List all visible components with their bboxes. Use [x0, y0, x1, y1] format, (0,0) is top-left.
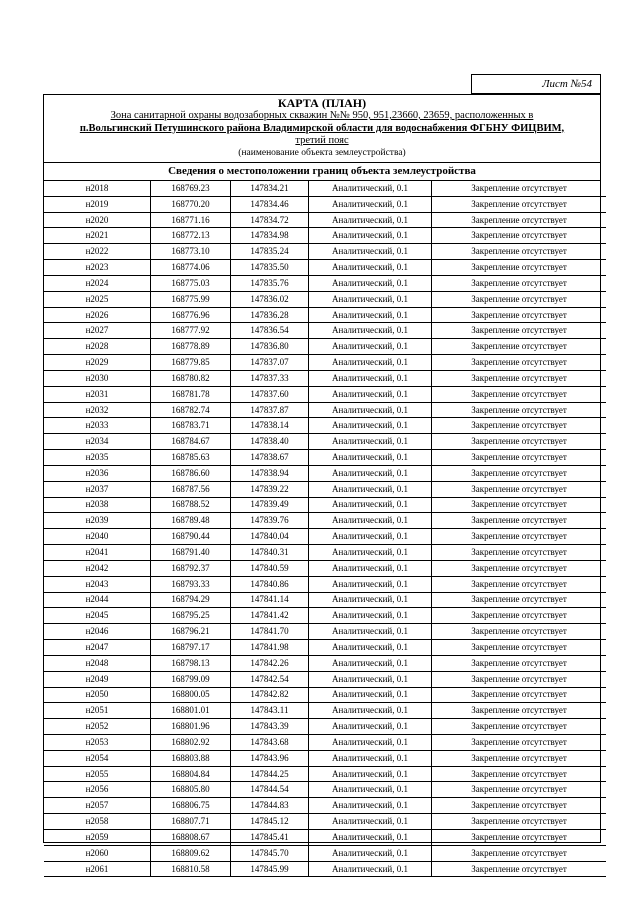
fixation-cell: Закрепление отсутствует: [432, 386, 607, 402]
method-cell: Аналитический, 0.1: [309, 703, 432, 719]
point-id-cell: н2025: [44, 291, 151, 307]
method-cell: Аналитический, 0.1: [309, 513, 432, 529]
method-cell: Аналитический, 0.1: [309, 545, 432, 561]
x-coordinate-cell: 168769.23: [151, 181, 231, 196]
method-cell: Аналитический, 0.1: [309, 766, 432, 782]
table-row: [44, 228, 606, 244]
x-coordinate-cell: 168784.67: [151, 434, 231, 450]
y-coordinate-cell: 147843.68: [231, 734, 309, 750]
table-row: [44, 355, 606, 371]
fixation-cell: Закрепление отсутствует: [432, 529, 607, 545]
point-id-cell: н2033: [44, 418, 151, 434]
table-row: [44, 386, 606, 402]
method-cell: Аналитический, 0.1: [309, 576, 432, 592]
method-cell: Аналитический, 0.1: [309, 402, 432, 418]
x-coordinate-cell: 168777.92: [151, 323, 231, 339]
fixation-cell: Закрепление отсутствует: [432, 260, 607, 276]
x-coordinate-cell: 168780.82: [151, 370, 231, 386]
point-id-cell: н2039: [44, 513, 151, 529]
point-id-cell: н2045: [44, 608, 151, 624]
fixation-cell: Закрепление отсутствует: [432, 592, 607, 608]
y-coordinate-cell: 147841.14: [231, 592, 309, 608]
y-coordinate-cell: 147838.67: [231, 450, 309, 466]
y-coordinate-cell: 147843.39: [231, 719, 309, 735]
x-coordinate-cell: 168805.80: [151, 782, 231, 798]
method-cell: Аналитический, 0.1: [309, 655, 432, 671]
x-coordinate-cell: 168772.13: [151, 228, 231, 244]
fixation-cell: Закрепление отсутствует: [432, 750, 607, 766]
table-row: [44, 782, 606, 798]
sheet-number: Лист №54: [471, 74, 601, 94]
point-id-cell: н2037: [44, 481, 151, 497]
method-cell: Аналитический, 0.1: [309, 212, 432, 228]
y-coordinate-cell: 147842.26: [231, 655, 309, 671]
x-coordinate-cell: 168803.88: [151, 750, 231, 766]
method-cell: Аналитический, 0.1: [309, 291, 432, 307]
method-cell: Аналитический, 0.1: [309, 829, 432, 845]
method-cell: Аналитический, 0.1: [309, 418, 432, 434]
method-cell: Аналитический, 0.1: [309, 608, 432, 624]
fixation-cell: Закрепление отсутствует: [432, 244, 607, 260]
method-cell: Аналитический, 0.1: [309, 228, 432, 244]
fixation-cell: Закрепление отсутствует: [432, 434, 607, 450]
method-cell: Аналитический, 0.1: [309, 465, 432, 481]
point-id-cell: н2057: [44, 798, 151, 814]
method-cell: Аналитический, 0.1: [309, 640, 432, 656]
fixation-cell: Закрепление отсутствует: [432, 782, 607, 798]
table-row: [44, 703, 606, 719]
y-coordinate-cell: 147836.80: [231, 339, 309, 355]
fixation-cell: Закрепление отсутствует: [432, 798, 607, 814]
table-row: [44, 291, 606, 307]
x-coordinate-cell: 168776.96: [151, 307, 231, 323]
y-coordinate-cell: 147841.98: [231, 640, 309, 656]
fixation-cell: Закрепление отсутствует: [432, 513, 607, 529]
fixation-cell: Закрепление отсутствует: [432, 655, 607, 671]
table-row: [44, 465, 606, 481]
fixation-cell: Закрепление отсутствует: [432, 307, 607, 323]
y-coordinate-cell: 147841.70: [231, 624, 309, 640]
table-row: [44, 275, 606, 291]
point-id-cell: н2059: [44, 829, 151, 845]
x-coordinate-cell: 168786.60: [151, 465, 231, 481]
fixation-cell: Закрепление отсутствует: [432, 339, 607, 355]
x-coordinate-cell: 168778.89: [151, 339, 231, 355]
table-row: [44, 402, 606, 418]
y-coordinate-cell: 147840.04: [231, 529, 309, 545]
method-cell: Аналитический, 0.1: [309, 592, 432, 608]
object-name-caption: (наименование объекта землеустройства): [238, 147, 406, 158]
y-coordinate-cell: 147834.46: [231, 196, 309, 212]
point-id-cell: н2028: [44, 339, 151, 355]
method-cell: Аналитический, 0.1: [309, 750, 432, 766]
fixation-cell: Закрепление отсутствует: [432, 370, 607, 386]
fixation-cell: Закрепление отсутствует: [432, 671, 607, 687]
point-id-cell: н2060: [44, 845, 151, 861]
fixation-cell: Закрепление отсутствует: [432, 640, 607, 656]
y-coordinate-cell: 147839.76: [231, 513, 309, 529]
x-coordinate-cell: 168793.33: [151, 576, 231, 592]
method-cell: Аналитический, 0.1: [309, 355, 432, 371]
fixation-cell: Закрепление отсутствует: [432, 814, 607, 830]
table-row: [44, 671, 606, 687]
y-coordinate-cell: 147842.54: [231, 671, 309, 687]
y-coordinate-cell: 147837.60: [231, 386, 309, 402]
point-id-cell: н2032: [44, 402, 151, 418]
table-row: [44, 798, 606, 814]
fixation-cell: Закрепление отсутствует: [432, 576, 607, 592]
point-id-cell: н2054: [44, 750, 151, 766]
y-coordinate-cell: 147844.25: [231, 766, 309, 782]
method-cell: Аналитический, 0.1: [309, 719, 432, 735]
y-coordinate-cell: 147840.86: [231, 576, 309, 592]
point-id-cell: н2020: [44, 212, 151, 228]
point-id-cell: н2048: [44, 655, 151, 671]
x-coordinate-cell: 168781.78: [151, 386, 231, 402]
fixation-cell: Закрепление отсутствует: [432, 323, 607, 339]
fixation-cell: Закрепление отсутствует: [432, 355, 607, 371]
x-coordinate-cell: 168792.37: [151, 560, 231, 576]
point-id-cell: н2040: [44, 529, 151, 545]
x-coordinate-cell: 168810.58: [151, 861, 231, 877]
x-coordinate-cell: 168796.21: [151, 624, 231, 640]
y-coordinate-cell: 147845.41: [231, 829, 309, 845]
method-cell: Аналитический, 0.1: [309, 481, 432, 497]
fixation-cell: Закрепление отсутствует: [432, 196, 607, 212]
x-coordinate-cell: 168771.16: [151, 212, 231, 228]
y-coordinate-cell: 147839.49: [231, 497, 309, 513]
point-id-cell: н2031: [44, 386, 151, 402]
point-id-cell: н2018: [44, 181, 151, 196]
table-row: [44, 212, 606, 228]
table-row: [44, 861, 606, 877]
fixation-cell: Закрепление отсутствует: [432, 608, 607, 624]
fixation-cell: Закрепление отсутствует: [432, 402, 607, 418]
table-row: [44, 766, 606, 782]
y-coordinate-cell: 147835.50: [231, 260, 309, 276]
x-coordinate-cell: 168801.96: [151, 719, 231, 735]
point-id-cell: н2035: [44, 450, 151, 466]
point-id-cell: н2049: [44, 671, 151, 687]
table-row: [44, 529, 606, 545]
fixation-cell: Закрепление отсутствует: [432, 703, 607, 719]
point-id-cell: н2050: [44, 687, 151, 703]
y-coordinate-cell: 147841.42: [231, 608, 309, 624]
y-coordinate-cell: 147839.22: [231, 481, 309, 497]
point-id-cell: н2043: [44, 576, 151, 592]
point-id-cell: н2024: [44, 275, 151, 291]
table-row: [44, 260, 606, 276]
x-coordinate-cell: 168794.29: [151, 592, 231, 608]
x-coordinate-cell: 168809.62: [151, 845, 231, 861]
method-cell: Аналитический, 0.1: [309, 798, 432, 814]
fixation-cell: Закрепление отсутствует: [432, 181, 607, 196]
point-id-cell: н2038: [44, 497, 151, 513]
y-coordinate-cell: 147838.40: [231, 434, 309, 450]
point-id-cell: н2061: [44, 861, 151, 877]
fixation-cell: Закрепление отсутствует: [432, 481, 607, 497]
y-coordinate-cell: 147845.70: [231, 845, 309, 861]
x-coordinate-cell: 168804.84: [151, 766, 231, 782]
y-coordinate-cell: 147843.11: [231, 703, 309, 719]
x-coordinate-cell: 168773.10: [151, 244, 231, 260]
table-row: [44, 196, 606, 212]
table-row: [44, 481, 606, 497]
method-cell: Аналитический, 0.1: [309, 560, 432, 576]
y-coordinate-cell: 147834.21: [231, 181, 309, 196]
table-row: [44, 655, 606, 671]
method-cell: Аналитический, 0.1: [309, 370, 432, 386]
table-row: [44, 323, 606, 339]
fixation-cell: Закрепление отсутствует: [432, 212, 607, 228]
point-id-cell: н2042: [44, 560, 151, 576]
method-cell: Аналитический, 0.1: [309, 339, 432, 355]
boundary-points-table: [44, 181, 606, 877]
point-id-cell: н2034: [44, 434, 151, 450]
method-cell: Аналитический, 0.1: [309, 782, 432, 798]
fixation-cell: Закрепление отсутствует: [432, 734, 607, 750]
method-cell: Аналитический, 0.1: [309, 181, 432, 196]
point-id-cell: н2022: [44, 244, 151, 260]
x-coordinate-cell: 168795.25: [151, 608, 231, 624]
x-coordinate-cell: 168798.13: [151, 655, 231, 671]
document-title: КАРТА (ПЛАН): [277, 96, 367, 110]
fixation-cell: Закрепление отсутствует: [432, 861, 607, 877]
object-name-line-2: п.Вольгинский Петушинского района Владимирской области для водоснабжения ФГБНУ ФИЦВИМ,: [79, 122, 565, 134]
fixation-cell: Закрепление отсутствует: [432, 497, 607, 513]
x-coordinate-cell: 168787.56: [151, 481, 231, 497]
fixation-cell: Закрепление отсутствует: [432, 275, 607, 291]
method-cell: Аналитический, 0.1: [309, 687, 432, 703]
y-coordinate-cell: 147845.12: [231, 814, 309, 830]
y-coordinate-cell: 147836.28: [231, 307, 309, 323]
x-coordinate-cell: 168788.52: [151, 497, 231, 513]
fixation-cell: Закрепление отсутствует: [432, 228, 607, 244]
x-coordinate-cell: 168807.71: [151, 814, 231, 830]
section-title: Сведения о местоположении границ объекта землеустройства: [44, 163, 600, 181]
table-row: [44, 640, 606, 656]
table-row: [44, 750, 606, 766]
table-row: [44, 719, 606, 735]
y-coordinate-cell: 147844.83: [231, 798, 309, 814]
document-header: [44, 95, 600, 163]
method-cell: Аналитический, 0.1: [309, 260, 432, 276]
y-coordinate-cell: 147834.98: [231, 228, 309, 244]
method-cell: Аналитический, 0.1: [309, 386, 432, 402]
point-id-cell: н2058: [44, 814, 151, 830]
y-coordinate-cell: 147837.87: [231, 402, 309, 418]
y-coordinate-cell: 147835.24: [231, 244, 309, 260]
method-cell: Аналитический, 0.1: [309, 434, 432, 450]
x-coordinate-cell: 168800.05: [151, 687, 231, 703]
x-coordinate-cell: 168799.09: [151, 671, 231, 687]
x-coordinate-cell: 168775.03: [151, 275, 231, 291]
method-cell: Аналитический, 0.1: [309, 734, 432, 750]
table-row: [44, 592, 606, 608]
fixation-cell: Закрепление отсутствует: [432, 560, 607, 576]
method-cell: Аналитический, 0.1: [309, 861, 432, 877]
point-id-cell: н2026: [44, 307, 151, 323]
fixation-cell: Закрепление отсутствует: [432, 624, 607, 640]
x-coordinate-cell: 168808.67: [151, 829, 231, 845]
point-id-cell: н2041: [44, 545, 151, 561]
x-coordinate-cell: 168779.85: [151, 355, 231, 371]
table-row: [44, 624, 606, 640]
fixation-cell: Закрепление отсутствует: [432, 291, 607, 307]
table-row: [44, 814, 606, 830]
method-cell: Аналитический, 0.1: [309, 196, 432, 212]
x-coordinate-cell: 168797.17: [151, 640, 231, 656]
method-cell: Аналитический, 0.1: [309, 275, 432, 291]
y-coordinate-cell: 147837.07: [231, 355, 309, 371]
x-coordinate-cell: 168785.63: [151, 450, 231, 466]
x-coordinate-cell: 168790.44: [151, 529, 231, 545]
y-coordinate-cell: 147842.82: [231, 687, 309, 703]
table-row: [44, 244, 606, 260]
table-row: [44, 576, 606, 592]
fixation-cell: Закрепление отсутствует: [432, 687, 607, 703]
table-row: [44, 734, 606, 750]
method-cell: Аналитический, 0.1: [309, 307, 432, 323]
fixation-cell: Закрепление отсутствует: [432, 545, 607, 561]
point-id-cell: н2047: [44, 640, 151, 656]
table-row: [44, 370, 606, 386]
y-coordinate-cell: 147838.14: [231, 418, 309, 434]
table-row: [44, 181, 606, 196]
y-coordinate-cell: 147840.59: [231, 560, 309, 576]
point-id-cell: н2046: [44, 624, 151, 640]
method-cell: Аналитический, 0.1: [309, 244, 432, 260]
document-frame: [43, 94, 601, 874]
method-cell: Аналитический, 0.1: [309, 845, 432, 861]
y-coordinate-cell: 147837.33: [231, 370, 309, 386]
x-coordinate-cell: 168774.06: [151, 260, 231, 276]
x-coordinate-cell: 168802.92: [151, 734, 231, 750]
table-row: [44, 339, 606, 355]
y-coordinate-cell: 147843.96: [231, 750, 309, 766]
point-id-cell: н2029: [44, 355, 151, 371]
x-coordinate-cell: 168789.48: [151, 513, 231, 529]
method-cell: Аналитический, 0.1: [309, 671, 432, 687]
fixation-cell: Закрепление отсутствует: [432, 418, 607, 434]
table-row: [44, 545, 606, 561]
x-coordinate-cell: 168806.75: [151, 798, 231, 814]
method-cell: Аналитический, 0.1: [309, 323, 432, 339]
y-coordinate-cell: 147844.54: [231, 782, 309, 798]
x-coordinate-cell: 168775.99: [151, 291, 231, 307]
x-coordinate-cell: 168783.71: [151, 418, 231, 434]
object-name-line-3: третий пояс: [295, 135, 349, 146]
y-coordinate-cell: 147836.54: [231, 323, 309, 339]
point-id-cell: н2036: [44, 465, 151, 481]
method-cell: Аналитический, 0.1: [309, 497, 432, 513]
method-cell: Аналитический, 0.1: [309, 450, 432, 466]
method-cell: Аналитический, 0.1: [309, 624, 432, 640]
x-coordinate-cell: 168791.40: [151, 545, 231, 561]
table-row: [44, 434, 606, 450]
x-coordinate-cell: 168782.74: [151, 402, 231, 418]
fixation-cell: Закрепление отсутствует: [432, 829, 607, 845]
method-cell: Аналитический, 0.1: [309, 529, 432, 545]
y-coordinate-cell: 147835.76: [231, 275, 309, 291]
y-coordinate-cell: 147838.94: [231, 465, 309, 481]
point-id-cell: н2019: [44, 196, 151, 212]
point-id-cell: н2021: [44, 228, 151, 244]
table-row: [44, 418, 606, 434]
point-id-cell: н2051: [44, 703, 151, 719]
method-cell: Аналитический, 0.1: [309, 814, 432, 830]
table-row: [44, 560, 606, 576]
fixation-cell: Закрепление отсутствует: [432, 450, 607, 466]
x-coordinate-cell: 168770.20: [151, 196, 231, 212]
object-name-line-1: Зона санитарной охраны водозаборных скважин №№ 950, 951,23660, 23659, расположенных в: [110, 110, 534, 121]
table-row: [44, 687, 606, 703]
table-row: [44, 845, 606, 861]
point-id-cell: н2030: [44, 370, 151, 386]
table-row: [44, 497, 606, 513]
fixation-cell: Закрепление отсутствует: [432, 465, 607, 481]
table-row: [44, 608, 606, 624]
fixation-cell: Закрепление отсутствует: [432, 845, 607, 861]
fixation-cell: Закрепление отсутствует: [432, 719, 607, 735]
y-coordinate-cell: 147836.02: [231, 291, 309, 307]
x-coordinate-cell: 168801.01: [151, 703, 231, 719]
point-id-cell: н2027: [44, 323, 151, 339]
point-id-cell: н2023: [44, 260, 151, 276]
table-row: [44, 307, 606, 323]
table-row: [44, 450, 606, 466]
y-coordinate-cell: 147834.72: [231, 212, 309, 228]
fixation-cell: Закрепление отсутствует: [432, 766, 607, 782]
y-coordinate-cell: 147845.99: [231, 861, 309, 877]
point-id-cell: н2044: [44, 592, 151, 608]
point-id-cell: н2056: [44, 782, 151, 798]
point-id-cell: н2052: [44, 719, 151, 735]
table-row: [44, 829, 606, 845]
point-id-cell: н2053: [44, 734, 151, 750]
y-coordinate-cell: 147840.31: [231, 545, 309, 561]
table-row: [44, 513, 606, 529]
point-id-cell: н2055: [44, 766, 151, 782]
